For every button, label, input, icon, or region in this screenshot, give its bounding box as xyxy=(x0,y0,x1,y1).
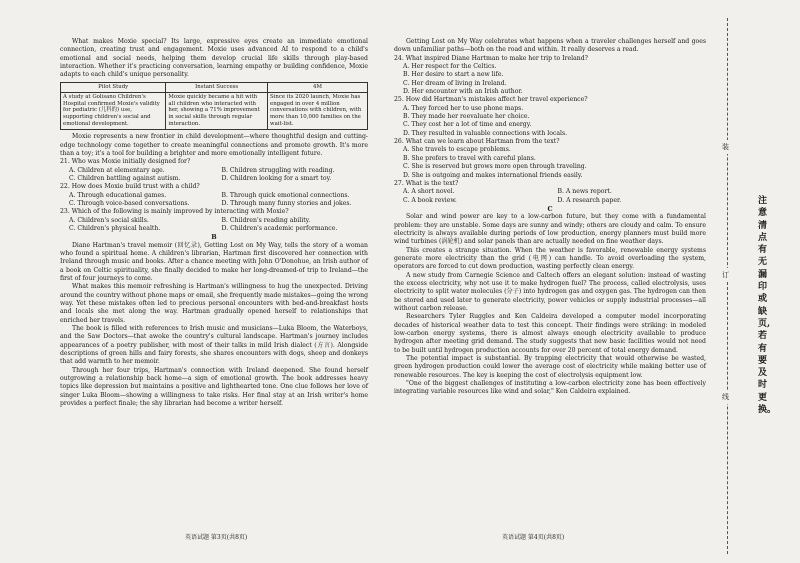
page-3 xyxy=(60,38,368,408)
section-b-heading: B xyxy=(211,233,217,242)
question-26-options xyxy=(394,146,706,179)
option: A. She travels to escape problems. xyxy=(403,146,511,154)
paragraph: Through her four trips, Hartman's connection with Ireland deepened. She found herself outgrowing a relationship back home—a sign of emotional growth. The book addresses heavy topics like depression but maintains a positive and lighthearted tone. One clue follows her love of singer Luka Bloom—showing a willingness to take risks. Her final stay at an Irish writer's home provides a perfect finale; the shy librarian had become a writer herself. xyxy=(60,366,368,408)
question-25-stem: 25. How did Hartman's mistakes affect her travel experience? xyxy=(394,96,588,104)
table-header: 4M xyxy=(268,82,368,92)
paragraph: This creates a strange situation. When the weather is favorable, renewable energy systems generate more electricity than the grid (电网) can handle. To avoid overloading the system, operators are forced to cut down production, wasting perfectly clean energy. xyxy=(394,246,706,271)
page-footer: 英语试题 第4页(共8页) xyxy=(502,534,565,541)
question-22-stem: 22. How does Moxie build trust with a child? xyxy=(60,183,200,191)
option: B. Children's reading ability. xyxy=(221,216,311,224)
option: A. Children at elementary age. xyxy=(69,166,165,174)
paragraph: A new study from Carnegie Science and Caltech offers an elegant solution: instead of wasting the excess electricity, why not use it to make hydrogen fuel? The process, called electrolysis, uses electricity to split water molecules (分子) into hydrogen gas and oxygen gas. The hydrogen can then be stored and used later to generate electricity, power vehicles or supply industrial processes—all without carbon release. xyxy=(394,271,706,312)
table-header: Pilot Study xyxy=(61,82,166,92)
binding-mark-middle: 订 xyxy=(722,268,729,282)
question-21-options xyxy=(60,167,368,184)
paragraph: "One of the biggest challenges of instituting a low-carbon electricity zone has been effectively integrating variable resources like wind and solar," Ken Caldeira explained. xyxy=(394,380,706,396)
option: C. She is reserved but grows more open through traveling. xyxy=(403,163,587,171)
option: C. Children's physical health. xyxy=(69,224,161,232)
option: A. They forced her to use phone maps. xyxy=(403,104,524,112)
binding-mark-bottom: 线 xyxy=(722,390,729,404)
paragraph: The book is filled with references to Irish music and musicians—Luka Bloom, the Waterboys, and the Saw Doctors—that awoke the country's cultural landscape. Hartman's journey includes appearances of a poetry publisher, with most of their talks in mild Irish dialect (方言). Alongside descriptions of green hills and fairy forests, she shares encounters with dogs, sheep and donkeys that add warmth to her memoir. xyxy=(60,325,368,366)
binding-mark-top: 装 xyxy=(722,140,729,154)
option: B. Through quick emotional connections. xyxy=(221,191,350,199)
question-27-options xyxy=(394,188,706,205)
binding-line xyxy=(727,18,728,554)
option: B. Children struggling with reading. xyxy=(221,166,335,174)
question-23-options xyxy=(60,217,368,234)
question-22-options xyxy=(60,192,368,209)
option: C. They cost her a lot of time and energy. xyxy=(403,121,532,129)
paragraph: Researchers Tyler Ruggles and Ken Caldeira developed a computer model incorporating decades of historical weather data to test this concept. Their findings were striking: in modeled low-carbon energy systems, there is almost always enough electricity available to produce hydrogen after meeting grid demand. The study suggests that new basic facilities would not need to be built until hydrogen production accounts for over 20 percent of total energy demand. xyxy=(394,313,706,354)
option: A. Through educational games. xyxy=(69,191,167,199)
page-4 xyxy=(394,38,706,397)
option: C. Her dream of living in Ireland. xyxy=(403,79,507,87)
question-21-stem: 21. Who was Moxie initially designed for? xyxy=(60,158,191,166)
question-27-stem: 27. What is the text? xyxy=(394,179,459,187)
option: D. Children's academic performance. xyxy=(221,224,338,232)
question-24-options xyxy=(394,63,706,96)
option: C. Through voice-based conversations. xyxy=(69,199,190,207)
moxie-table xyxy=(60,82,368,130)
paragraph: The potential impact is substantial. By trapping electricity that would otherwise be wasted, green hydrogen production could lower the average cost of electricity while making better use of renewable resources. The key is keeping the cost of electrolysis equipment low. xyxy=(394,355,706,379)
section-c-heading: C xyxy=(547,204,553,213)
paragraph: Diane Hartman's travel memoir (回忆录), Getting Lost on My Way, tells the story of a woman who found a spiritual home. A children's librarian, Hartman first discovered her connection with Ireland through music and books. After a chance meeting with John O'Donohue, an Irish author of a book on Celtic spirituality, she finally decided to make her long-dreamed-of trip to Ireland—the first of four journeys to come. xyxy=(60,241,368,282)
option: D. She is outgoing and makes international friends easily. xyxy=(403,171,583,179)
paragraph: What makes this memoir refreshing is Hartman's willingness to hug the unexpected. Driving around the country without phone maps or email, she frequently made mistakes—going the wrong way. Yet these mistakes often led to precious personal encounters with bed-and-breakfast hosts and locals she met along the way. Hartman gradually opened herself to relationships that enriched her travels. xyxy=(60,283,368,324)
binding-notice: 注意清点有无漏印或缺页,若有要及时更换。 xyxy=(758,196,777,416)
option: D. Through many funny stories and jokes. xyxy=(221,199,352,207)
option: D. Her encounter with an Irish author. xyxy=(403,88,523,96)
option: B. Her desire to start a new life. xyxy=(403,71,504,79)
question-23-stem: 23. Which of the following is mainly improved by interacting with Moxie? xyxy=(60,208,289,216)
table-header: Instant Success xyxy=(166,82,268,92)
paragraph: What makes Moxie special? Its large, expressive eyes create an immediate emotional connection, creating trust and engagement. Moxie uses advanced AI to respond to a child's emotional and social needs, helping them develop crucial life skills through play-based interaction. Whether it's practicing conversation, learning empathy or building confidence, Moxie adapts to each child's unique personality. xyxy=(60,38,368,79)
option: D. A research paper. xyxy=(557,196,622,204)
option: B. They made her reevaluate her choice. xyxy=(403,113,530,121)
option: B. A news report. xyxy=(557,188,612,196)
option: B. She prefers to travel with careful plans. xyxy=(403,154,536,162)
option: D. They resulted in valuable connections with locals. xyxy=(403,129,568,137)
table-cell: A study at Golisano Children's Hospital confirmed Moxie's validity for pediatric (儿科的) use, supporting children's social and emotional development. xyxy=(61,92,166,130)
option: D. Children looking for a smart toy. xyxy=(221,174,332,182)
paragraph: Solar and wind power are key to a low-carbon future, but they come with a fundamental problem: they are unstable. Some days are sunny and windy; others are cloudy and calm. To ensure electricity is always available during periods of low production, energy planners must build more wind turbines (涡轮机) and solar panels than are actually needed on fine weather days. xyxy=(394,213,706,246)
question-25-options xyxy=(394,105,706,138)
paragraph: Getting Lost on My Way celebrates what happens when a traveler challenges herself and goes down unfamiliar paths—both on the road and within. It really deserves a read. xyxy=(394,38,706,54)
option: A. Children's social skills. xyxy=(69,216,149,224)
table-cell: Since its 2020 launch, Moxie has engaged in over 4 million conversations with children, with more than 10,000 families on the wait-list. xyxy=(268,92,368,130)
option: C. A book review. xyxy=(403,196,457,204)
option: C. Children battling against autism. xyxy=(69,174,181,182)
paragraph: Moxie represents a new frontier in child development—where thoughtful design and cutting-edge technology come together to create meaningful connections and promote growth. It's more than a toy; it's a tool for building a brighter and more emotionally intelligent future. xyxy=(60,133,368,157)
page-footer: 英语试题 第3页(共8页) xyxy=(185,534,248,541)
option: A. Her respect for the Celtics. xyxy=(403,63,497,71)
table-cell: Moxie quickly became a hit with all children who interacted with her, showing a 71% improvement in social skills through regular interaction. xyxy=(166,92,268,130)
question-24-stem: 24. What inspired Diane Hartman to make her trip to Ireland? xyxy=(394,54,588,62)
option: A. A short novel. xyxy=(403,188,455,196)
question-26-stem: 26. What can we learn about Hartman from the text? xyxy=(394,138,560,146)
